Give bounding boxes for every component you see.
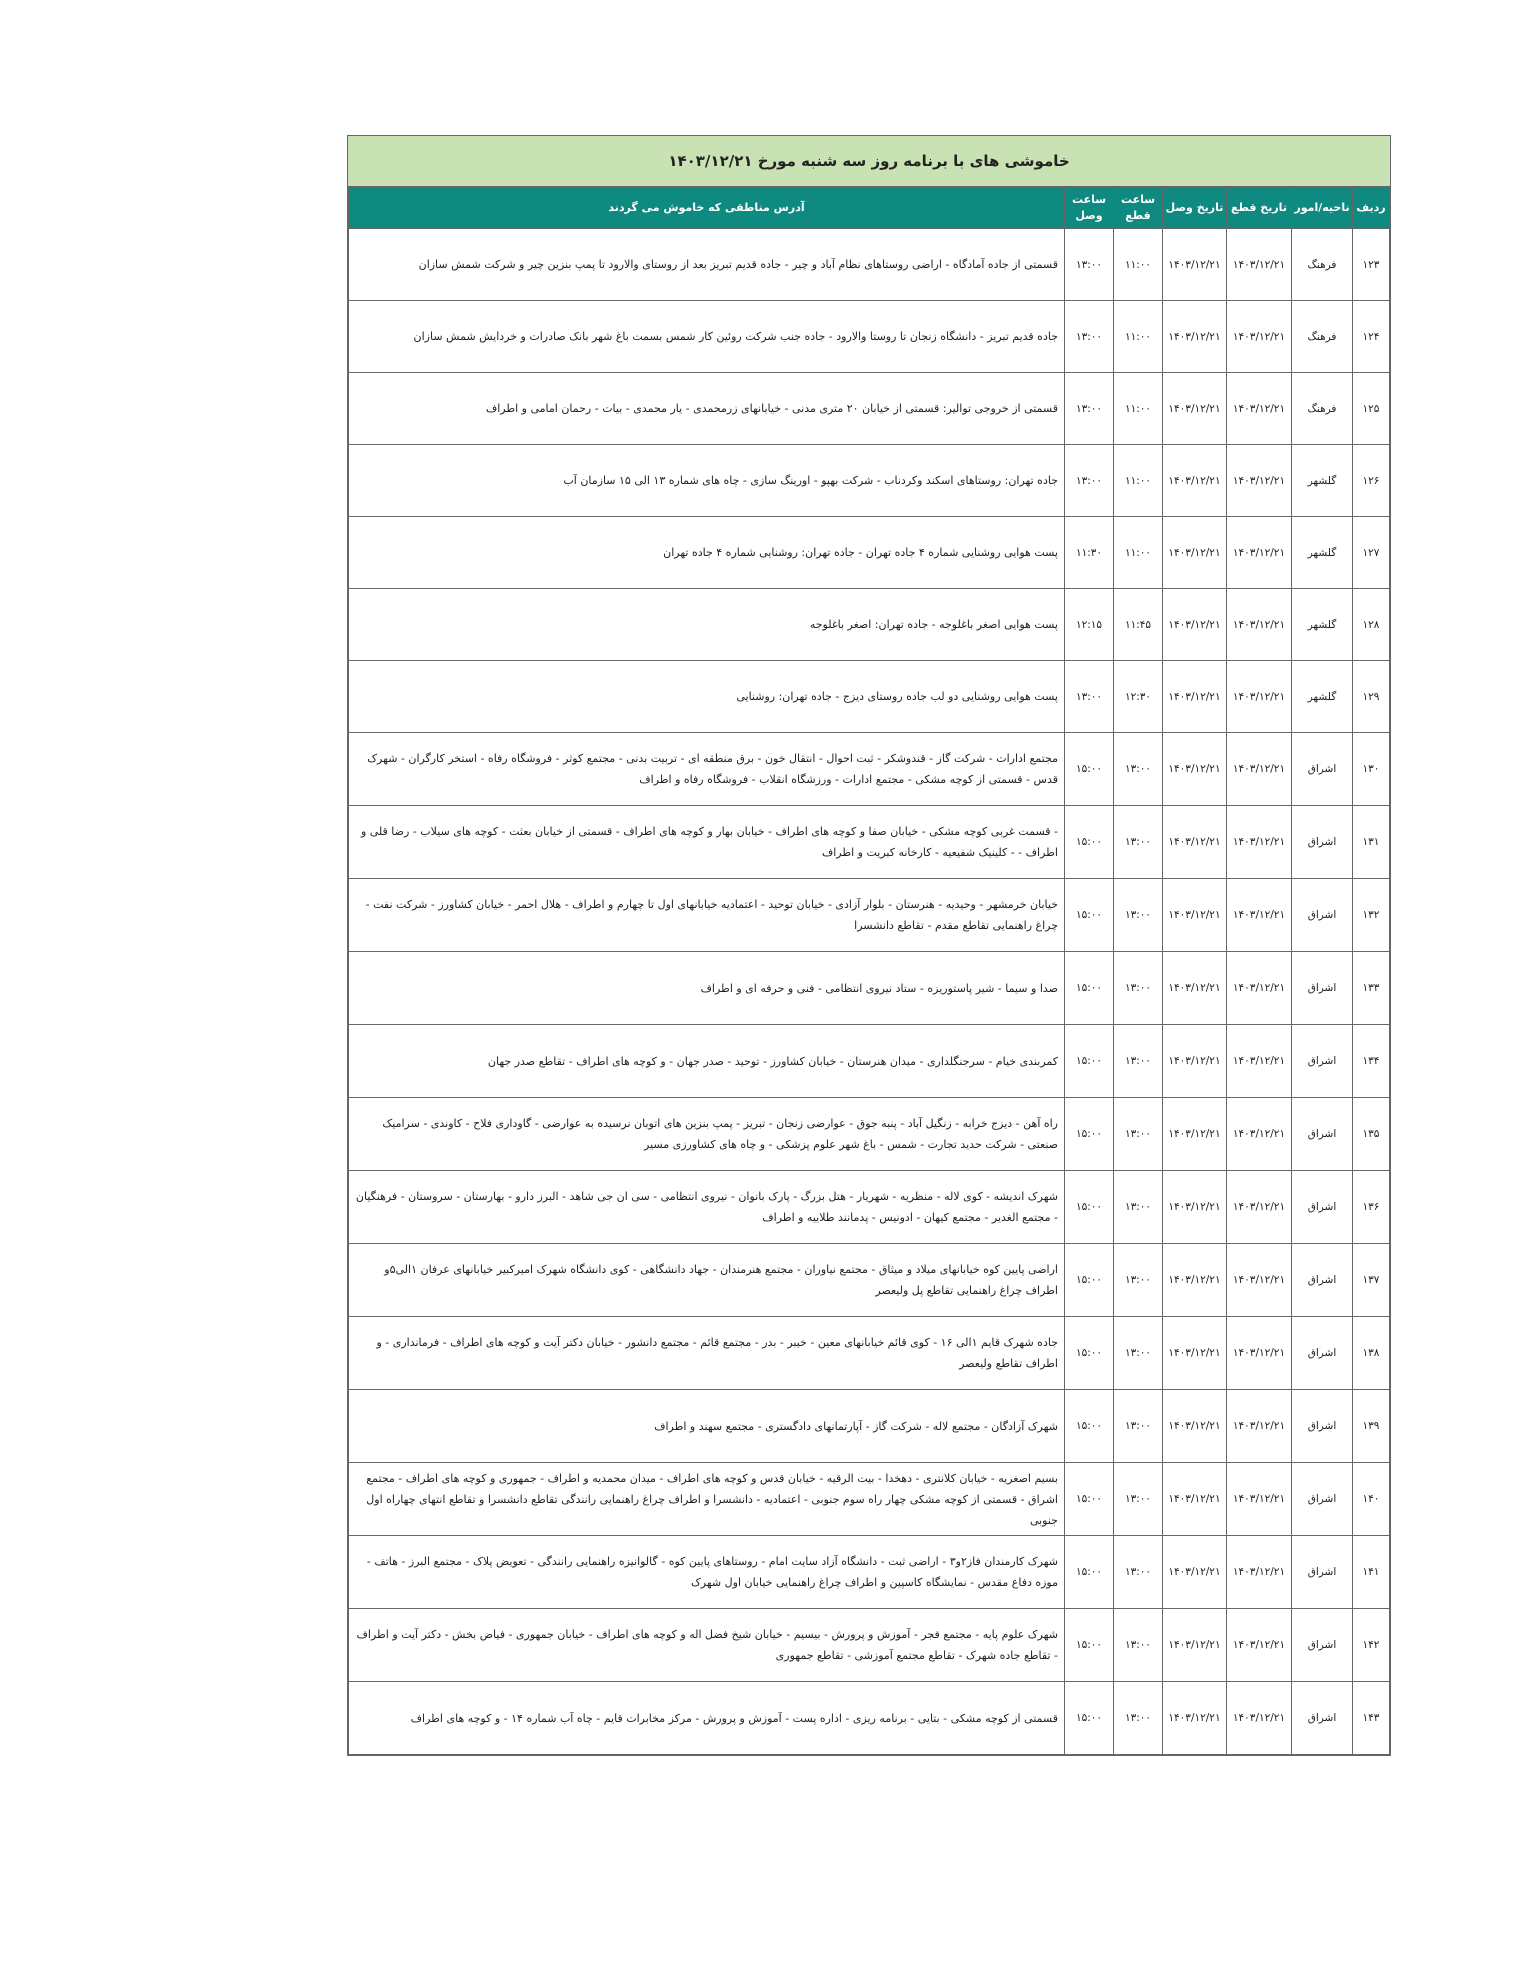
connect-time-cell: ۱۵:۰۰ (1065, 1025, 1114, 1098)
address-cell: مجتمع ادارات - شرکت گاز - قندوشکر - ثبت احوال - انتقال خون - برق منطقه ای - تربیت بدنی - مجتمع کوثر - فروشگاه رفاه - استخر کارگران - شهرک قدس - قسمتی از کوچه مشکی - مجتمع ادارات - ورزشگاه انقلاب - فروشگاه رفاه و اطراف (349, 733, 1065, 806)
header-row-number: ردیف (1353, 188, 1390, 229)
table-row (349, 445, 1390, 517)
header-region: ناحیه/امور (1292, 188, 1353, 229)
row-number-cell: ۱۳۶ (1353, 1171, 1390, 1244)
connect-time-cell: ۱۵:۰۰ (1065, 1536, 1114, 1609)
region-cell: اشراق (1292, 952, 1353, 1025)
connect-date-cell: ۱۴۰۳/۱۲/۲۱ (1163, 517, 1227, 589)
page-title: خاموشی های با برنامه روز سه شنبه مورخ ۱۴۰۳/۱۲/۲۱ (348, 136, 1390, 187)
table-row (349, 1098, 1390, 1171)
cut-time-cell: ۱۳:۰۰ (1114, 1025, 1163, 1098)
connect-date-cell: ۱۴۰۳/۱۲/۲۱ (1163, 445, 1227, 517)
schedule-sheet (347, 135, 1391, 1756)
cut-time-cell: ۱۳:۰۰ (1114, 1171, 1163, 1244)
connect-time-cell: ۱۵:۰۰ (1065, 1682, 1114, 1755)
region-cell: اشراق (1292, 1463, 1353, 1536)
address-cell: راه آهن - دیزج خرابه - زنگیل آباد - پنبه جوق - عوارضی زنجان - تبریز - پمپ بنزین های اتوبان نرسیده به عوارضی - گاوداری فلاح - کاوندی - سرامیک صنعتی - شرکت حدید تجارت - شمس - باغ شهر علوم پزشکی - و چاه های کشاورزی مسیر (349, 1098, 1065, 1171)
row-number-cell: ۱۳۲ (1353, 879, 1390, 952)
address-cell: خیابان خرمشهر - وحیدیه - هنرستان - بلوار آزادی - خیابان توحید - اعتمادیه خیابانهای اول تا چهارم و اطراف - هلال احمر - خیابان کشاورز - شرکت نفت - چراغ راهنمایی تقاطع مقدم - تقاطع دانشسرا (349, 879, 1065, 952)
connect-date-cell: ۱۴۰۳/۱۲/۲۱ (1163, 1390, 1227, 1463)
row-number-cell: ۱۴۳ (1353, 1682, 1390, 1755)
cut-time-cell: ۱۳:۰۰ (1114, 879, 1163, 952)
connect-date-cell: ۱۴۰۳/۱۲/۲۱ (1163, 229, 1227, 301)
row-number-cell: ۱۲۶ (1353, 445, 1390, 517)
connect-date-cell: ۱۴۰۳/۱۲/۲۱ (1163, 952, 1227, 1025)
cut-time-cell: ۱۳:۰۰ (1114, 1536, 1163, 1609)
row-number-cell: ۱۳۰ (1353, 733, 1390, 806)
table-header-row (349, 188, 1390, 229)
row-number-cell: ۱۳۷ (1353, 1244, 1390, 1317)
cut-time-cell: ۱۱:۰۰ (1114, 373, 1163, 445)
table-row (349, 1609, 1390, 1682)
connect-time-cell: ۱۱:۳۰ (1065, 517, 1114, 589)
cut-time-cell: ۱۳:۰۰ (1114, 806, 1163, 879)
region-cell: فرهنگ (1292, 229, 1353, 301)
cut-time-cell: ۱۳:۰۰ (1114, 733, 1163, 806)
cut-date-cell: ۱۴۰۳/۱۲/۲۱ (1227, 952, 1292, 1025)
region-cell: اشراق (1292, 1682, 1353, 1755)
cut-time-cell: ۱۳:۰۰ (1114, 1390, 1163, 1463)
cut-time-cell: ۱۱:۰۰ (1114, 517, 1163, 589)
address-cell: بسیم اصغریه - خیابان کلانتری - دهخدا - بیت الرقیه - خیابان قدس و کوچه های اطراف - میدان محمدیه و اطراف - جمهوری و کوچه های اطراف - مجتمع اشراق - قسمتی از کوچه مشکی چهار راه سوم جنوبی - اعتمادیه - دانشسرا و اطراف چراغ راهنمایی رانندگی تقاطع دانشسرا و تقاطع انتهای چهاراه اول جنوبی (349, 1463, 1065, 1536)
region-cell: اشراق (1292, 1025, 1353, 1098)
region-cell: اشراق (1292, 1609, 1353, 1682)
table-row (349, 733, 1390, 806)
row-number-cell: ۱۴۱ (1353, 1536, 1390, 1609)
address-cell: پست هوایی روشنایی دو لب جاده روستای دیزج - جاده تهران: روشنایی (349, 661, 1065, 733)
row-number-cell: ۱۲۷ (1353, 517, 1390, 589)
address-cell: - قسمت غربی کوچه مشکی - خیابان صفا و کوچه های اطراف - خیابان بهار و کوچه های اطراف - قسمتی از خیابان بعثت - کوچه های سیلاب - رضا قلی و اطراف - - کلینیک شفیعیه - کارخانه کبریت و اطراف (349, 806, 1065, 879)
cut-date-cell: ۱۴۰۳/۱۲/۲۱ (1227, 1463, 1292, 1536)
cut-date-cell: ۱۴۰۳/۱۲/۲۱ (1227, 661, 1292, 733)
region-cell: اشراق (1292, 1317, 1353, 1390)
row-number-cell: ۱۲۳ (1353, 229, 1390, 301)
address-cell: شهرک علوم پایه - مجتمع فجر - آموزش و پرورش - بیسیم - خیابان شیخ فضل اله و کوچه های اطراف - خیابان جمهوری - فیاض بخش - دکتر آیت و اطراف - تقاطع جاده شهرک - تقاطع مجتمع آموزشی - تقاطع جمهوری (349, 1609, 1065, 1682)
region-cell: اشراق (1292, 1171, 1353, 1244)
connect-time-cell: ۱۳:۰۰ (1065, 301, 1114, 373)
cut-date-cell: ۱۴۰۳/۱۲/۲۱ (1227, 1317, 1292, 1390)
connect-time-cell: ۱۲:۱۵ (1065, 589, 1114, 661)
region-cell: گلشهر (1292, 661, 1353, 733)
connect-time-cell: ۱۳:۰۰ (1065, 661, 1114, 733)
cut-date-cell: ۱۴۰۳/۱۲/۲۱ (1227, 1025, 1292, 1098)
cut-date-cell: ۱۴۰۳/۱۲/۲۱ (1227, 733, 1292, 806)
table-row (349, 1317, 1390, 1390)
connect-date-cell: ۱۴۰۳/۱۲/۲۱ (1163, 879, 1227, 952)
region-cell: اشراق (1292, 1098, 1353, 1171)
table-row (349, 661, 1390, 733)
table-row (349, 229, 1390, 301)
region-cell: فرهنگ (1292, 373, 1353, 445)
cut-date-cell: ۱۴۰۳/۱۲/۲۱ (1227, 1171, 1292, 1244)
table-row (349, 1025, 1390, 1098)
row-number-cell: ۱۲۹ (1353, 661, 1390, 733)
cut-time-cell: ۱۳:۰۰ (1114, 1682, 1163, 1755)
connect-date-cell: ۱۴۰۳/۱۲/۲۱ (1163, 1098, 1227, 1171)
table-row (349, 517, 1390, 589)
cut-date-cell: ۱۴۰۳/۱۲/۲۱ (1227, 879, 1292, 952)
table-row (349, 952, 1390, 1025)
table-row (349, 1244, 1390, 1317)
connect-time-cell: ۱۳:۰۰ (1065, 445, 1114, 517)
cut-date-cell: ۱۴۰۳/۱۲/۲۱ (1227, 1609, 1292, 1682)
cut-time-cell: ۱۱:۰۰ (1114, 445, 1163, 517)
table-row (349, 806, 1390, 879)
row-number-cell: ۱۴۰ (1353, 1463, 1390, 1536)
outage-table (348, 187, 1390, 1755)
cut-time-cell: ۱۱:۰۰ (1114, 229, 1163, 301)
cut-date-cell: ۱۴۰۳/۱۲/۲۱ (1227, 1098, 1292, 1171)
table-row (349, 301, 1390, 373)
address-cell: پست هوایی اصغر باغلوجه - جاده تهران: اصغر باغلوجه (349, 589, 1065, 661)
cut-date-cell: ۱۴۰۳/۱۲/۲۱ (1227, 1536, 1292, 1609)
table-row (349, 589, 1390, 661)
address-cell: اراضی پایین کوه خیابانهای میلاد و میثاق - مجتمع نیاوران - مجتمع هنرمندان - جهاد دانشگاهی - کوی دانشگاه شهرک امیرکبیر خیابانهای عرفان ۱الی۵و اطراف چراغ راهنمایی تقاطع پل ولیعصر (349, 1244, 1065, 1317)
row-number-cell: ۱۳۱ (1353, 806, 1390, 879)
table-row (349, 373, 1390, 445)
connect-time-cell: ۱۳:۰۰ (1065, 229, 1114, 301)
connect-date-cell: ۱۴۰۳/۱۲/۲۱ (1163, 1536, 1227, 1609)
connect-date-cell: ۱۴۰۳/۱۲/۲۱ (1163, 1682, 1227, 1755)
connect-time-cell: ۱۵:۰۰ (1065, 1609, 1114, 1682)
connect-date-cell: ۱۴۰۳/۱۲/۲۱ (1163, 1025, 1227, 1098)
cut-date-cell: ۱۴۰۳/۱۲/۲۱ (1227, 301, 1292, 373)
connect-time-cell: ۱۵:۰۰ (1065, 1317, 1114, 1390)
region-cell: اشراق (1292, 806, 1353, 879)
connect-time-cell: ۱۵:۰۰ (1065, 1171, 1114, 1244)
connect-date-cell: ۱۴۰۳/۱۲/۲۱ (1163, 1317, 1227, 1390)
region-cell: گلشهر (1292, 589, 1353, 661)
header-address: آدرس مناطقی که خاموش می گردند (349, 188, 1065, 229)
address-cell: جاده قدیم تبریز - دانشگاه زنجان تا روستا والارود - جاده جنب شرکت روئین کار شمس بسمت باغ شهر بانک صادرات و خردایش شمش سازان (349, 301, 1065, 373)
header-connect-time: ساعت وصل (1065, 188, 1114, 229)
cut-time-cell: ۱۱:۰۰ (1114, 301, 1163, 373)
address-cell: کمربندی خیام - سرجنگلداری - میدان هنرستان - خیابان کشاورز - توحید - صدر جهان - و کوچه های اطراف - تقاطع صدر جهان (349, 1025, 1065, 1098)
connect-time-cell: ۱۵:۰۰ (1065, 733, 1114, 806)
cut-date-cell: ۱۴۰۳/۱۲/۲۱ (1227, 229, 1292, 301)
cut-date-cell: ۱۴۰۳/۱۲/۲۱ (1227, 445, 1292, 517)
region-cell: گلشهر (1292, 445, 1353, 517)
row-number-cell: ۱۳۸ (1353, 1317, 1390, 1390)
connect-time-cell: ۱۵:۰۰ (1065, 1390, 1114, 1463)
header-cut-time: ساعت قطع (1114, 188, 1163, 229)
cut-date-cell: ۱۴۰۳/۱۲/۲۱ (1227, 589, 1292, 661)
address-cell: قسمتی از کوچه مشکی - بتایی - برنامه ریزی - اداره پست - آموزش و پرورش - مرکز مخابرات قایم - چاه آب شماره ۱۴ - و کوچه های اطراف (349, 1682, 1065, 1755)
cut-date-cell: ۱۴۰۳/۱۲/۲۱ (1227, 373, 1292, 445)
connect-date-cell: ۱۴۰۳/۱۲/۲۱ (1163, 373, 1227, 445)
table-row (349, 1390, 1390, 1463)
region-cell: اشراق (1292, 733, 1353, 806)
region-cell: اشراق (1292, 1390, 1353, 1463)
region-cell: اشراق (1292, 1244, 1353, 1317)
row-number-cell: ۱۲۴ (1353, 301, 1390, 373)
address-cell: قسمتی از جاده آمادگاه - اراضی روستاهای نظام آباد و چیر - جاده قدیم تبریز بعد از روستای والارود تا پمپ بنزین چیر و شرکت شمش سازان (349, 229, 1065, 301)
connect-date-cell: ۱۴۰۳/۱۲/۲۱ (1163, 301, 1227, 373)
cut-time-cell: ۱۲:۳۰ (1114, 661, 1163, 733)
table-row (349, 1171, 1390, 1244)
connect-time-cell: ۱۵:۰۰ (1065, 952, 1114, 1025)
cut-date-cell: ۱۴۰۳/۱۲/۲۱ (1227, 517, 1292, 589)
connect-time-cell: ۱۵:۰۰ (1065, 879, 1114, 952)
cut-time-cell: ۱۳:۰۰ (1114, 1463, 1163, 1536)
row-number-cell: ۱۳۹ (1353, 1390, 1390, 1463)
table-row (349, 1536, 1390, 1609)
address-cell: جاده تهران: روستاهای اسکند وکردناب - شرکت بهپو - اورینگ سازی - چاه های شماره ۱۳ الی ۱۵ سازمان آب (349, 445, 1065, 517)
connect-date-cell: ۱۴۰۳/۱۲/۲۱ (1163, 1171, 1227, 1244)
row-number-cell: ۱۲۸ (1353, 589, 1390, 661)
connect-date-cell: ۱۴۰۳/۱۲/۲۱ (1163, 1244, 1227, 1317)
region-cell: فرهنگ (1292, 301, 1353, 373)
connect-time-cell: ۱۵:۰۰ (1065, 1098, 1114, 1171)
address-cell: پست هوایی روشنایی شماره ۴ جاده تهران - جاده تهران: روشنایی شماره ۴ جاده تهران (349, 517, 1065, 589)
table-row (349, 879, 1390, 952)
row-number-cell: ۱۳۵ (1353, 1098, 1390, 1171)
connect-time-cell: ۱۵:۰۰ (1065, 1463, 1114, 1536)
cut-time-cell: ۱۳:۰۰ (1114, 1098, 1163, 1171)
connect-date-cell: ۱۴۰۳/۱۲/۲۱ (1163, 661, 1227, 733)
address-cell: جاده شهرک قایم ۱الی ۱۶ - کوی قائم خیابانهای معین - خیبر - بدر - مجتمع قائم - مجتمع دانشور - خیابان دکتر آیت و کوچه های اطراف - فرمانداری - و اطراف تقاطع ولیعصر (349, 1317, 1065, 1390)
row-number-cell: ۱۲۵ (1353, 373, 1390, 445)
region-cell: گلشهر (1292, 517, 1353, 589)
cut-date-cell: ۱۴۰۳/۱۲/۲۱ (1227, 1390, 1292, 1463)
connect-date-cell: ۱۴۰۳/۱۲/۲۱ (1163, 1609, 1227, 1682)
connect-date-cell: ۱۴۰۳/۱۲/۲۱ (1163, 806, 1227, 879)
address-cell: قسمتی از خروجی توالیر: قسمتی از خیابان ۲۰ متری مدنی - خیابانهای زرمحمدی - یار محمدی - بیات - رحمان امامی و اطراف (349, 373, 1065, 445)
region-cell: اشراق (1292, 879, 1353, 952)
address-cell: صدا و سیما - شیر پاستوریزه - ستاد نیروی انتظامی - فنی و حرفه ای و اطراف (349, 952, 1065, 1025)
table-row (349, 1463, 1390, 1536)
table-row (349, 1682, 1390, 1755)
connect-time-cell: ۱۵:۰۰ (1065, 806, 1114, 879)
cut-date-cell: ۱۴۰۳/۱۲/۲۱ (1227, 806, 1292, 879)
cut-time-cell: ۱۳:۰۰ (1114, 1244, 1163, 1317)
connect-time-cell: ۱۵:۰۰ (1065, 1244, 1114, 1317)
region-cell: اشراق (1292, 1536, 1353, 1609)
header-connect-date: تاریخ وصل (1163, 188, 1227, 229)
connect-time-cell: ۱۳:۰۰ (1065, 373, 1114, 445)
address-cell: شهرک کارمندان فاز۲و۳ - اراضی ثبت - دانشگاه آزاد سایت امام - روستاهای پایین کوه - گالوانیزه راهنمایی رانندگی - تعویض پلاک - مجتمع البرز - هاتف - موزه دفاع مقدس - نمایشگاه کاسپین و اطراف چراغ راهنمایی خیابان اول شهرک (349, 1536, 1065, 1609)
row-number-cell: ۱۴۲ (1353, 1609, 1390, 1682)
connect-date-cell: ۱۴۰۳/۱۲/۲۱ (1163, 589, 1227, 661)
cut-date-cell: ۱۴۰۳/۱۲/۲۱ (1227, 1682, 1292, 1755)
cut-time-cell: ۱۳:۰۰ (1114, 1317, 1163, 1390)
connect-date-cell: ۱۴۰۳/۱۲/۲۱ (1163, 733, 1227, 806)
cut-time-cell: ۱۳:۰۰ (1114, 952, 1163, 1025)
cut-date-cell: ۱۴۰۳/۱۲/۲۱ (1227, 1244, 1292, 1317)
row-number-cell: ۱۳۴ (1353, 1025, 1390, 1098)
connect-date-cell: ۱۴۰۳/۱۲/۲۱ (1163, 1463, 1227, 1536)
cut-time-cell: ۱۳:۰۰ (1114, 1609, 1163, 1682)
address-cell: شهرک آزادگان - مجتمع لاله - شرکت گاز - آپارتمانهای دادگستری - مجتمع سهند و اطراف (349, 1390, 1065, 1463)
cut-time-cell: ۱۱:۴۵ (1114, 589, 1163, 661)
row-number-cell: ۱۳۳ (1353, 952, 1390, 1025)
header-cut-date: تاریخ قطع (1227, 188, 1292, 229)
address-cell: شهرک اندیشه - کوی لاله - منظریه - شهریار - هتل بزرگ - پارک بانوان - نیروی انتظامی - سی ان جی شاهد - البرز دارو - بهارستان - سروستان - فرهنگیان - مجتمع الغدیر - مجتمع کیهان - ادونیس - پدمانند طلاییه و اطراف (349, 1171, 1065, 1244)
